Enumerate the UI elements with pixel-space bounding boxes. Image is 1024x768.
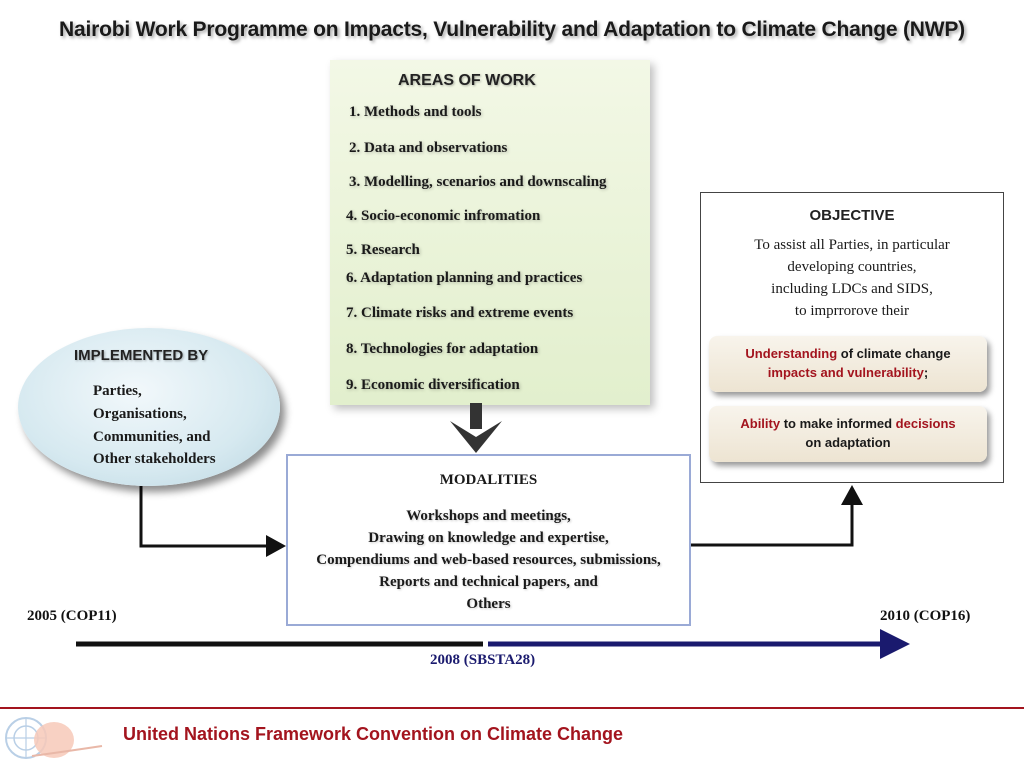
- diagram-title: Nairobi Work Programme on Impacts, Vulnerability and Adaptation to Climate Change (NWP): [59, 18, 965, 41]
- objective-line: to imprrorove their: [794, 303, 910, 319]
- semicolon-text: ;: [923, 365, 929, 380]
- modality-item: Others: [466, 596, 511, 612]
- objective-line: including LDCs and SIDS,: [771, 281, 933, 297]
- objective-heading: OBJECTIVE: [809, 207, 895, 224]
- area-item: 7. Climate risks and extreme events: [346, 305, 574, 321]
- timeline-end-label: 2010 (COP16): [880, 608, 971, 624]
- ability-keyword: Ability: [740, 416, 781, 431]
- modality-item: Drawing on knowledge and expertise,: [368, 530, 609, 546]
- modalities-box: [286, 454, 691, 626]
- ability-text-end: on adaptation: [805, 435, 891, 450]
- modality-item: Compendiums and web-based resources, submissions,: [316, 552, 661, 568]
- area-item: 2. Data and observations: [349, 140, 508, 156]
- timeline-start-label: 2005 (COP11): [27, 608, 117, 624]
- area-item: 5. Research: [346, 242, 420, 258]
- implementer-item: Organisations,: [93, 406, 187, 422]
- area-item: 3. Modelling, scenarios and downscaling: [349, 174, 607, 190]
- area-item: 9. Economic diversification: [346, 377, 520, 393]
- objective-line: To assist all Parties, in particular: [754, 237, 950, 253]
- ability-box: [709, 406, 987, 462]
- impacts-keyword: impacts and vulnerability: [767, 365, 924, 380]
- understanding-box: [709, 336, 987, 392]
- areas-of-work-heading: AREAS OF WORK: [398, 72, 536, 89]
- understanding-text: of climate change: [837, 346, 951, 361]
- implemented-by-heading: IMPLEMENTED BY: [74, 347, 209, 364]
- area-item: 8. Technologies for adaptation: [346, 341, 539, 357]
- timeline-mid-label: 2008 (SBSTA28): [430, 652, 536, 668]
- modalities-heading: MODALITIES: [439, 472, 538, 488]
- understanding-keyword: Understanding: [745, 346, 838, 361]
- area-item: 1. Methods and tools: [349, 104, 482, 120]
- implementer-item: Other stakeholders: [93, 451, 216, 467]
- ability-text: to make informed: [780, 416, 896, 431]
- area-item: 4. Socio-economic infromation: [346, 208, 541, 224]
- modality-item: Reports and technical papers, and: [379, 574, 598, 590]
- footer-organization-name: United Nations Framework Convention on Climate Change: [123, 724, 624, 744]
- footer-divider: [0, 707, 1024, 709]
- objective-line: developing countries,: [787, 259, 917, 275]
- decisions-keyword: decisions: [895, 416, 956, 431]
- implementer-item: Communities, and: [93, 429, 211, 445]
- area-item: 6. Adaptation planning and practices: [346, 270, 583, 286]
- implementer-item: Parties,: [93, 383, 142, 399]
- modality-item: Workshops and meetings,: [406, 508, 571, 524]
- unfccc-logo-icon: [2, 712, 112, 768]
- objective-box: [700, 192, 1004, 483]
